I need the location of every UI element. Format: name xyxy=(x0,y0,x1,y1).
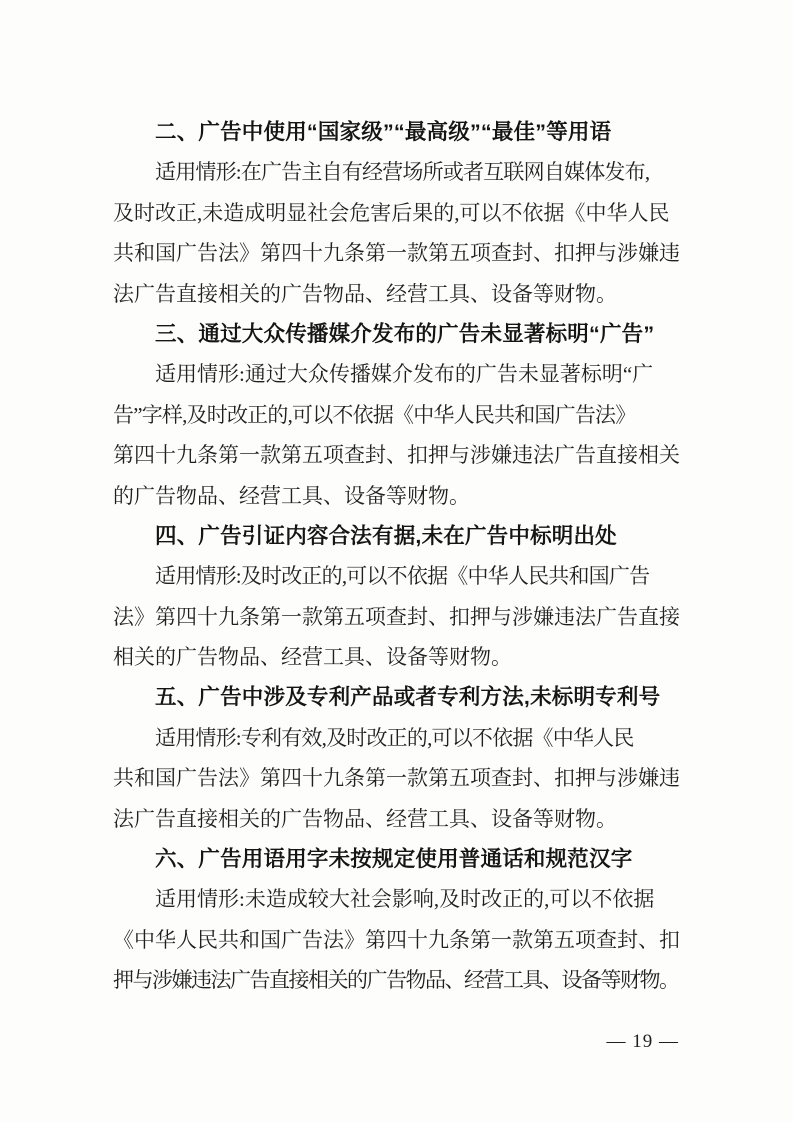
body-line: 相关的广告物品、经营工具、设备等财物。 xyxy=(113,645,512,670)
section-2 xyxy=(113,112,681,314)
body-line: 共和国广告法》第四十九条第一款第五项查封、扣押与涉嫌违 xyxy=(113,766,680,791)
body-line: 共和国广告法》第四十九条第一款第五项查封、扣押与涉嫌违 xyxy=(113,241,680,266)
body-line: 法广告直接相关的广告物品、经营工具、设备等财物。 xyxy=(113,806,617,831)
body-line: 第四十九条第一款第五项查封、扣押与涉嫌违法广告直接相关 xyxy=(113,443,680,468)
body-line: 适用情形:未造成较大社会影响,及时改正的,可以不依据 xyxy=(155,887,655,912)
body-line: 法广告直接相关的广告物品、经营工具、设备等财物。 xyxy=(113,281,617,306)
body-line: 《中华人民共和国广告法》第四十九条第一款第五项查封、扣 xyxy=(113,927,680,952)
body-line: 押与涉嫌违法广告直接相关的广告物品、经营工具、设备等财物。 xyxy=(113,968,679,993)
body-line: 适用情形:及时改正的,可以不依据《中华人民共和国广告 xyxy=(155,564,650,589)
body-line: 告”字样,及时改正的,可以不依据《中华人民共和国广告法》 xyxy=(113,402,636,427)
section-4 xyxy=(113,516,681,678)
section-heading: 六、广告用语用字未按规定使用普通话和规范汉字 xyxy=(155,847,633,872)
body-line: 法》第四十九条第一款第五项查封、扣押与涉嫌违法广告直接 xyxy=(113,604,680,629)
section-6 xyxy=(113,839,681,1001)
body-line: 适用情形:在广告主自有经营场所或者互联网自媒体发布, xyxy=(155,160,650,185)
body-line: 适用情形:专利有效,及时改正的,可以不依据《中华人民 xyxy=(155,725,634,750)
body-line: 及时改正,未造成明显社会危害后果的,可以不依据《中华人民 xyxy=(113,200,670,225)
section-3 xyxy=(113,314,681,516)
section-5 xyxy=(113,677,681,839)
section-heading: 五、广告中涉及专利产品或者专利方法,未标明专利号 xyxy=(155,685,661,710)
section-heading: 四、广告引证内容合法有据,未在广告中标明出处 xyxy=(155,523,617,548)
section-heading: 三、通过大众传播媒介发布的广告未显著标明“广告” xyxy=(155,321,655,346)
text-block xyxy=(113,112,681,1001)
section-heading: 二、广告中使用“国家级”“最高级”“最佳”等用语 xyxy=(155,120,612,144)
body-line: 的广告物品、经营工具、设备等财物。 xyxy=(113,483,470,508)
body-line: 适用情形:通过大众传播媒介发布的广告未显著标明“广 xyxy=(155,362,654,387)
page-number: — 19 — xyxy=(606,1031,679,1052)
